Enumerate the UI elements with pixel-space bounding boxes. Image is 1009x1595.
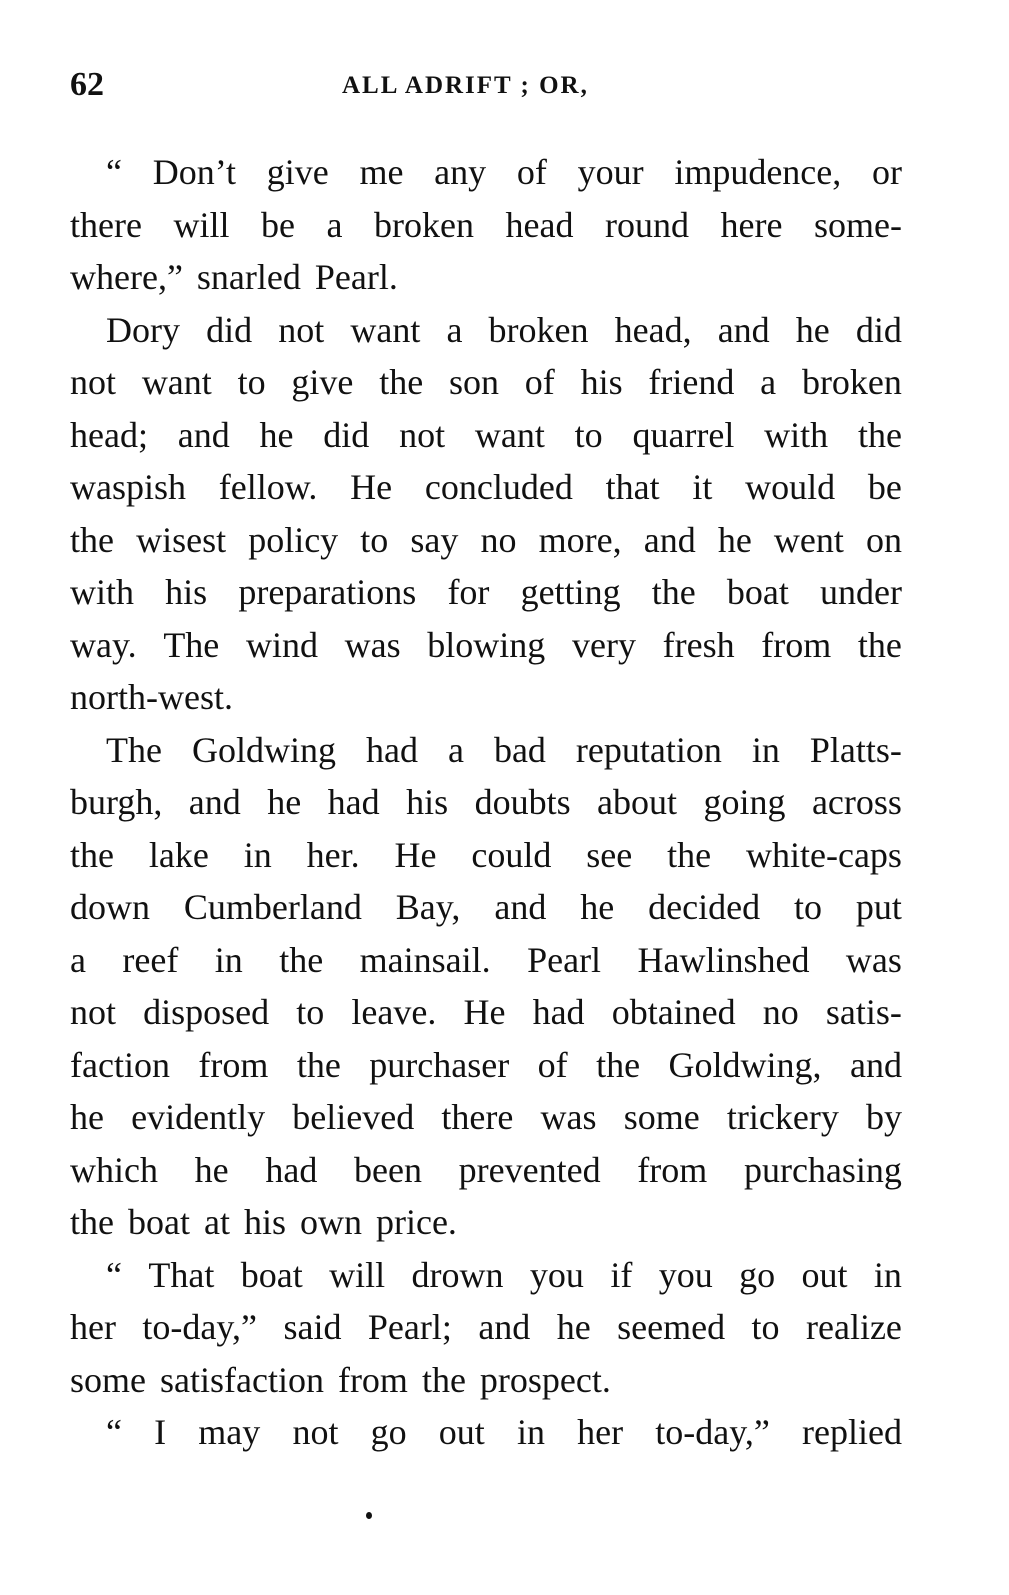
word: had: [327, 782, 380, 822]
word: lake: [148, 834, 209, 875]
text-line: [70, 776, 902, 829]
word: the: [651, 572, 696, 612]
word: blowing: [427, 624, 546, 665]
word: reef: [122, 939, 179, 980]
word: his: [580, 362, 623, 402]
text-line: [70, 671, 902, 724]
word: he: [194, 1149, 229, 1190]
word: son: [448, 362, 499, 402]
word: out: [438, 1412, 485, 1452]
word: the: [70, 519, 114, 560]
word: in: [214, 939, 243, 980]
word: which: [70, 1149, 158, 1190]
word: her.: [306, 834, 360, 875]
word: broken: [801, 362, 902, 402]
word: go: [739, 1254, 776, 1295]
word: evidently: [131, 1097, 266, 1137]
text-line: [70, 409, 902, 462]
word: the: [296, 1044, 341, 1085]
word: Goldwing: [191, 729, 336, 770]
word: broken: [374, 204, 474, 245]
word: I: [154, 1412, 167, 1452]
word: of: [516, 152, 547, 192]
word: wind: [245, 624, 318, 665]
word: satis-: [825, 992, 902, 1032]
word: quarrel: [632, 414, 735, 455]
word: from: [198, 1044, 269, 1085]
word: would: [745, 467, 836, 507]
word: no: [480, 519, 517, 560]
word: Dory: [106, 309, 180, 350]
word: “: [106, 1254, 122, 1295]
text-line: [70, 1354, 902, 1407]
word: realize: [806, 1307, 902, 1347]
word: white-caps: [746, 834, 902, 875]
word: burgh,: [70, 782, 163, 822]
word: boat: [240, 1254, 303, 1295]
text-line: [70, 1406, 902, 1459]
word: The: [106, 729, 162, 770]
word: a: [326, 204, 343, 245]
word: Pearl;: [367, 1307, 452, 1347]
word: concluded: [424, 467, 573, 507]
word: boat: [127, 1202, 190, 1242]
word: did: [855, 309, 902, 350]
word: went: [773, 519, 844, 560]
word: about: [597, 782, 678, 822]
word: to: [793, 887, 822, 927]
word: The: [163, 624, 220, 665]
word: here: [720, 204, 783, 245]
word: it: [692, 467, 713, 507]
word: some-: [813, 204, 902, 245]
word: he: [795, 309, 830, 350]
word: in: [516, 1412, 545, 1452]
word: and: [850, 1044, 902, 1085]
word: will: [329, 1254, 386, 1295]
word: want: [350, 309, 421, 350]
text-line: [70, 986, 902, 1039]
word: give: [291, 362, 354, 402]
word: impudence,: [674, 152, 842, 192]
word: the: [279, 939, 324, 980]
word: he: [259, 414, 294, 455]
word: her: [577, 1412, 624, 1452]
word: for: [447, 572, 490, 612]
word: friend: [648, 362, 735, 402]
word: any: [434, 152, 487, 192]
word: did: [206, 309, 253, 350]
word: his: [406, 782, 449, 822]
word: the: [379, 362, 424, 402]
word: faction: [70, 1044, 170, 1085]
word: and: [188, 782, 241, 822]
word: the: [596, 1044, 641, 1085]
word: seemed: [617, 1307, 726, 1347]
word: “: [106, 152, 122, 192]
word: he: [267, 782, 302, 822]
word: be: [867, 467, 902, 507]
word: That: [148, 1254, 215, 1295]
word: to-day,”: [142, 1307, 258, 1347]
word: say: [410, 519, 459, 560]
word: He: [350, 467, 393, 507]
word: be: [261, 204, 295, 245]
word: bad: [493, 729, 546, 770]
word: not: [70, 362, 117, 402]
word: said: [283, 1307, 342, 1347]
word: going: [703, 782, 786, 822]
text-line: [70, 146, 902, 199]
word: Pearl.: [314, 257, 398, 297]
word: not: [292, 1412, 339, 1452]
word: he: [556, 1307, 591, 1347]
word: and: [643, 519, 696, 560]
word: to-day,”: [655, 1412, 770, 1452]
text-line: [70, 619, 902, 672]
word: round: [604, 204, 689, 245]
word: the: [857, 624, 902, 665]
word: He: [463, 992, 506, 1032]
word: from: [337, 1359, 408, 1400]
word: snarled: [196, 257, 301, 297]
word: had: [532, 992, 585, 1032]
word: waspish: [70, 467, 186, 507]
text-line: [70, 1144, 902, 1197]
word: and: [717, 309, 770, 350]
word: prevented: [458, 1149, 601, 1190]
word: that: [605, 467, 660, 507]
word: believed: [292, 1097, 415, 1137]
word: trickery: [726, 1097, 839, 1137]
word: a: [70, 939, 86, 980]
text-line: [70, 934, 902, 987]
word: and: [478, 1307, 531, 1347]
word: give: [266, 152, 329, 192]
word: the: [667, 834, 712, 875]
word: more,: [538, 519, 622, 560]
word: obtained: [611, 992, 736, 1032]
word: of: [524, 362, 555, 402]
word: want: [474, 414, 545, 455]
word: was: [540, 1097, 597, 1137]
text-line: [70, 514, 902, 567]
word: not: [70, 992, 117, 1032]
text-line: [70, 829, 902, 882]
word: go: [370, 1412, 407, 1452]
word: policy: [248, 519, 339, 560]
word: some: [70, 1359, 146, 1400]
word: purchaser: [369, 1044, 510, 1085]
word: head: [505, 204, 574, 245]
word: the: [70, 1202, 114, 1242]
text-line: [70, 304, 902, 357]
word: to: [296, 992, 325, 1032]
word: his: [243, 1202, 286, 1242]
word: your: [577, 152, 644, 192]
word: was: [344, 624, 401, 665]
word: there: [70, 204, 142, 245]
text-line: [70, 1039, 902, 1092]
word: boat: [726, 572, 789, 612]
word: very: [571, 624, 636, 665]
word: Pearl: [527, 939, 602, 980]
word: no: [762, 992, 799, 1032]
text-line: [70, 1301, 902, 1354]
print-speck: [366, 1512, 372, 1519]
word: he: [70, 1097, 104, 1137]
word: the: [421, 1359, 466, 1400]
word: satisfaction: [160, 1359, 324, 1400]
text-line: [70, 1249, 902, 1302]
word: by: [866, 1097, 902, 1137]
word: may: [198, 1412, 261, 1452]
word: out: [801, 1254, 848, 1295]
word: there: [441, 1097, 514, 1137]
word: fresh: [662, 624, 735, 665]
word: Goldwing,: [668, 1044, 822, 1085]
word: some: [623, 1097, 700, 1137]
word: “: [106, 1412, 122, 1452]
word: prospect.: [479, 1359, 611, 1400]
word: a: [760, 362, 777, 402]
word: was: [845, 939, 902, 980]
word: of: [537, 1044, 568, 1085]
word: Platts-: [809, 729, 902, 770]
word: to: [574, 414, 603, 455]
word: from: [637, 1149, 708, 1190]
word: want: [141, 362, 212, 402]
word: a: [447, 729, 464, 770]
word: put: [855, 887, 902, 927]
word: getting: [520, 572, 621, 612]
text-line: [70, 251, 902, 304]
running-title: ALL ADRIFT ; OR,: [342, 72, 589, 99]
word: he: [717, 519, 752, 560]
word: Cumberland: [183, 887, 362, 927]
word: mainsail.: [359, 939, 491, 980]
word: doubts: [474, 782, 571, 822]
word: a: [446, 309, 463, 350]
word: broken: [488, 309, 589, 350]
word: with: [764, 414, 829, 455]
word: disposed: [143, 992, 270, 1032]
word: to: [237, 362, 266, 402]
word: not: [399, 414, 446, 455]
word: will: [173, 204, 230, 245]
word: you: [529, 1254, 584, 1295]
text-line: [70, 199, 902, 252]
word: his: [165, 572, 208, 612]
word: head;: [70, 414, 148, 455]
word: me: [359, 152, 404, 192]
word: purchasing: [743, 1149, 902, 1190]
word: way.: [70, 624, 137, 665]
word: from: [761, 624, 832, 665]
word: and: [177, 414, 230, 455]
text-line: [70, 356, 902, 409]
word: own: [299, 1202, 362, 1242]
word: Bay,: [395, 887, 461, 927]
word: her: [70, 1307, 116, 1347]
word: you: [658, 1254, 713, 1295]
word: fellow.: [218, 467, 318, 507]
word: or: [871, 152, 902, 192]
word: down: [70, 887, 150, 927]
body-text: [70, 146, 902, 1459]
word: to: [360, 519, 389, 560]
text-line: [70, 881, 902, 934]
page-number: 62: [70, 66, 104, 103]
word: see: [586, 834, 633, 875]
word: did: [323, 414, 370, 455]
word: he: [580, 887, 615, 927]
word: not: [278, 309, 325, 350]
word: under: [820, 572, 902, 612]
word: been: [354, 1149, 422, 1190]
text-line: [70, 724, 902, 777]
text-line: [70, 1196, 902, 1249]
word: head,: [614, 309, 692, 350]
word: in: [873, 1254, 902, 1295]
word: had: [265, 1149, 318, 1190]
text-line: [70, 1091, 902, 1144]
word: drown: [411, 1254, 504, 1295]
word: wisest: [136, 519, 227, 560]
word: if: [610, 1254, 633, 1295]
word: He: [394, 834, 437, 875]
word: Don’t: [152, 152, 237, 192]
word: leave.: [351, 992, 437, 1032]
word: where,”: [70, 257, 183, 297]
word: decided: [648, 887, 761, 927]
text-line: [70, 461, 902, 514]
word: the: [857, 414, 902, 455]
word: the: [70, 834, 114, 875]
word: in: [751, 729, 780, 770]
word: Hawlinshed: [637, 939, 810, 980]
word: replied: [802, 1412, 902, 1452]
word: could: [471, 834, 552, 875]
word: north-west.: [70, 677, 233, 717]
word: across: [811, 782, 902, 822]
word: in: [243, 834, 272, 875]
word: had: [365, 729, 418, 770]
word: on: [866, 519, 902, 560]
word: to: [751, 1307, 780, 1347]
text-line: [70, 566, 902, 619]
word: reputation: [575, 729, 722, 770]
word: with: [70, 572, 135, 612]
word: preparations: [238, 572, 417, 612]
word: price.: [375, 1202, 457, 1242]
word: and: [494, 887, 547, 927]
word: at: [203, 1202, 230, 1242]
page-header: [70, 66, 910, 116]
